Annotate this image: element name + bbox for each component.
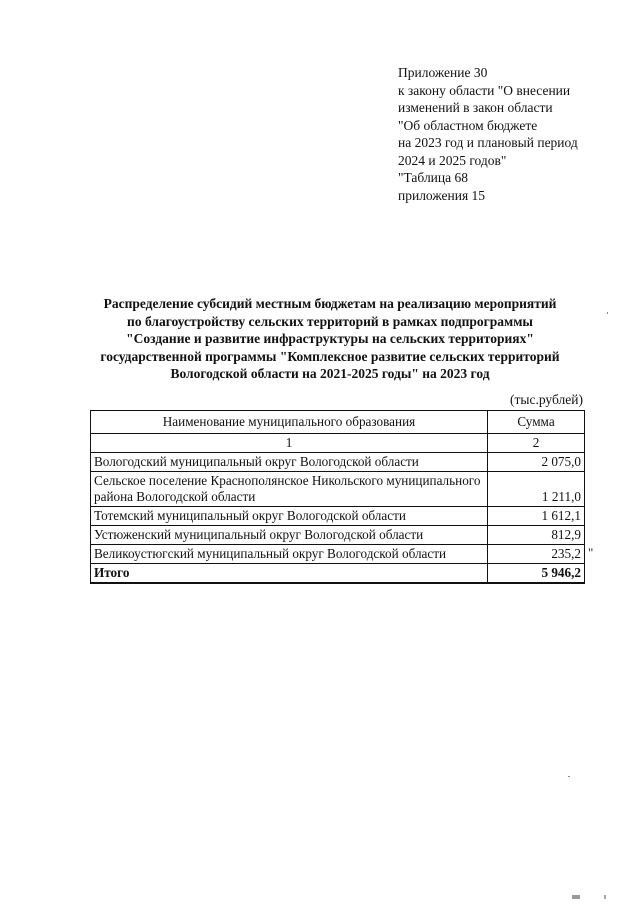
appendix-line: 2024 и 2025 годов" xyxy=(398,152,507,168)
total-sum: 5 946,2 xyxy=(488,564,585,584)
scan-speck xyxy=(604,895,606,899)
column-number-row xyxy=(91,434,585,453)
title-line: Распределение субсидий местным бюджетам на реализацию мероприятий xyxy=(103,296,557,311)
appendix-line: на 2023 год и плановый период xyxy=(398,135,578,150)
column-number: 1 xyxy=(91,434,488,453)
table-row xyxy=(91,545,585,564)
table-row xyxy=(91,453,585,472)
units-label: (тыс.рублей) xyxy=(510,392,583,407)
appendix-line: "Об областном бюджете xyxy=(398,117,538,133)
row-sum: 812,9 xyxy=(488,526,585,545)
title-line: "Создание и развитие инфраструктуры на сельских территориях" xyxy=(126,331,534,346)
appendix-line: изменений в закон области xyxy=(398,100,553,115)
appendix-line: Приложение 30 xyxy=(398,65,488,80)
header-name: Наименование муниципального образования xyxy=(91,411,488,434)
row-name: Тотемский муниципальный округ Вологодской области xyxy=(91,507,488,526)
row-sum: 1 211,0 xyxy=(488,472,585,507)
row-sum: 1 612,1 xyxy=(488,507,585,526)
table-header-row xyxy=(91,411,585,434)
row-name: Устюженский муниципальный округ Вологодской области xyxy=(91,526,488,545)
scan-speck xyxy=(607,312,608,314)
scan-speck xyxy=(572,895,580,899)
row-name: Великоустюгский муниципальный округ Вологодской области xyxy=(91,545,488,564)
appendix-note xyxy=(398,64,578,204)
closing-quote: " xyxy=(588,545,594,560)
row-name: Сельское поселение Краснополянское Никольского муниципального района Вологодской области xyxy=(91,472,488,507)
total-row xyxy=(91,564,585,584)
document-title xyxy=(80,295,580,383)
column-number: 2 xyxy=(488,434,585,453)
appendix-line: "Таблица 68 xyxy=(398,170,468,185)
row-sum: 2 075,0 xyxy=(488,453,585,472)
title-line: по благоустройству сельских территорий в рамках подпрограммы xyxy=(127,313,533,329)
scan-speck xyxy=(568,776,570,777)
appendix-line: к закону области "О внесении xyxy=(398,82,571,98)
total-label: Итого xyxy=(91,564,488,584)
table-row xyxy=(91,507,585,526)
title-line: государственной программы "Комплексное развитие сельских территорий xyxy=(100,348,560,364)
title-line: Вологодской области на 2021-2025 годы" на 2023 год xyxy=(170,366,490,381)
row-name: Вологодский муниципальный округ Вологодской области xyxy=(91,453,488,472)
header-sum: Сумма xyxy=(488,411,585,434)
row-sum: 235,2 xyxy=(488,545,585,564)
subsidy-table xyxy=(90,410,585,584)
table-row xyxy=(91,472,585,507)
appendix-line: приложения 15 xyxy=(398,187,486,203)
table-row xyxy=(91,526,585,545)
